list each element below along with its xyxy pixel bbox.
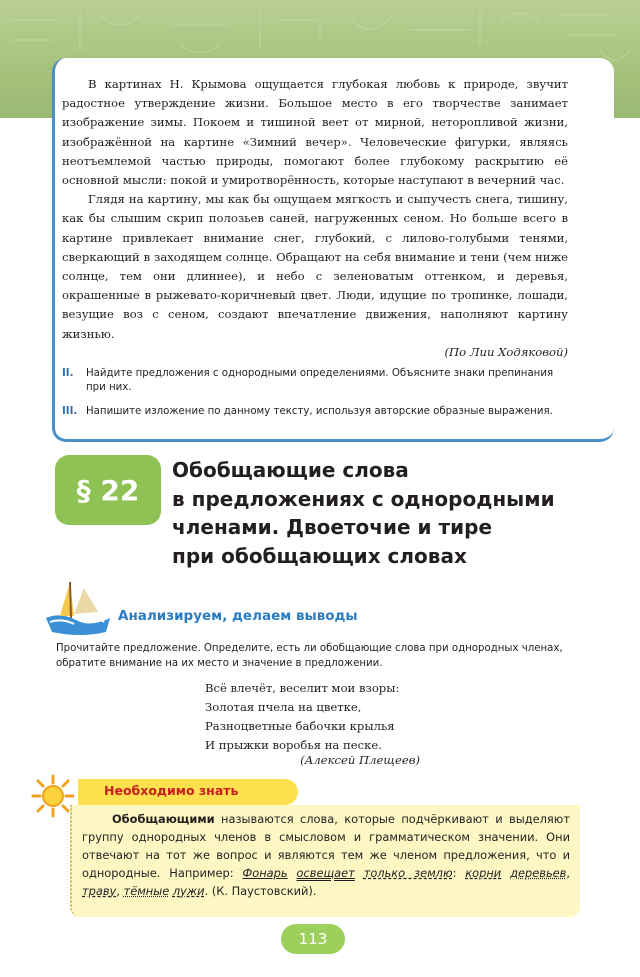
know-text [82,810,570,900]
poem-line: Разноцветные бабочки крылья [205,719,395,733]
section-title-line: при обобщающих словах [172,543,467,568]
example-attribute: деревьев [510,866,567,880]
example-sep [501,866,510,880]
example-object: только землю [363,866,453,880]
key-term: Обобщающими [112,812,215,826]
example-sep [355,866,364,880]
example-sep: . [204,884,212,898]
example-attribute: тёмные [123,884,170,898]
task-text: Напишите изложение по данному тексту, используя авторские образные выражения. [86,406,553,417]
section-title [172,456,612,570]
example-predicate: освещает [296,866,355,880]
task-number: II. [62,368,74,379]
ship-icon [40,578,118,638]
section-badge [55,455,161,525]
passage-author: (По Лии Ходяковой) [444,345,568,359]
section-number: § 22 [76,473,140,507]
poem-author: (Алексей Плещеев) [300,753,420,767]
poem-line: Золотая пчела на цветке, [205,700,362,714]
example-source: (К. Паустовский). [211,884,317,898]
example-object: траву [82,884,117,898]
example-object: корни [465,866,502,880]
section-title-line: в предложениях с однородными [172,486,555,511]
example-object: лужи [172,884,205,898]
passage-paragraph-2: Глядя на картину, мы как бы ощущаем мягкость и сыпучесть снега, тишину, как бы слышим скрип полозьев саней, нагруженных сеном. Но больше всего в картине привлекает внимание снег, глубокий, с лилово-голубыми тенями, сверкающий в заходящем солнце. Обращают на себя внимание и тени (чем ниже солнце, тем они длиннее), и небо с зеленоватым оттенком, и деревья, окрашенные в рыжевато-коричневый цвет. Люди, идущие по тропинке, лошади, везущие воз с сеном, создают впечатление движения, наполняют картину жизнью. [62,192,568,341]
poem [205,679,465,755]
task-3 [62,405,570,419]
reading-passage [62,75,568,344]
poem-line: Всё влечёт, веселит мои взоры: [205,681,400,695]
example-sep: , [566,866,571,880]
poem-line: И прыжки воробья на песке. [205,738,382,752]
task-number: III. [62,406,78,417]
example-sep: , [116,884,124,898]
task-text: Найдите предложения с однородными определениями. Объясните знаки препинания при них. [86,368,554,393]
analyze-heading: Анализируем, делаем выводы [118,608,358,624]
task-2 [62,367,570,395]
instruction-text: Прочитайте предложение. Определите, есть ли обобщающие слова при однородных членах, обратите внимание на их место и значение в предложении. [56,643,563,669]
passage-paragraph-1: В картинах Н. Крымова ощущается глубокая любовь к природе, звучит радостное утверждение жизни. Большое место в его творчестве занимает изображение зимы. Покоем и тишиной веет от мирной, неторопливой жизни, изображённой на картине «Зимний вечер». Человеческие фигурки, являясь неотъемлемой частью природы, помогают более глубокому раскрытию её основной мысли: покой и умиротворённость, которые наступают в вечерний час. [62,77,568,188]
section-title-line: членами. Двоеточие и тире [172,515,493,539]
page-number: 113 [281,924,345,954]
section-title-line: Обобщающие слова [172,458,409,482]
definition-text: называются слова, которые подчёркивают и выделяют группу однородных членов в смысловом и грамматическом значении. Они отвечают на тот же вопрос и являются тем же членом предложения, что и однородные. Например: [82,812,570,880]
example-subject: Фонарь [242,866,288,880]
know-label: Необходимо знать [104,783,239,798]
example-sep [288,866,297,880]
example-sep: : [452,866,466,880]
